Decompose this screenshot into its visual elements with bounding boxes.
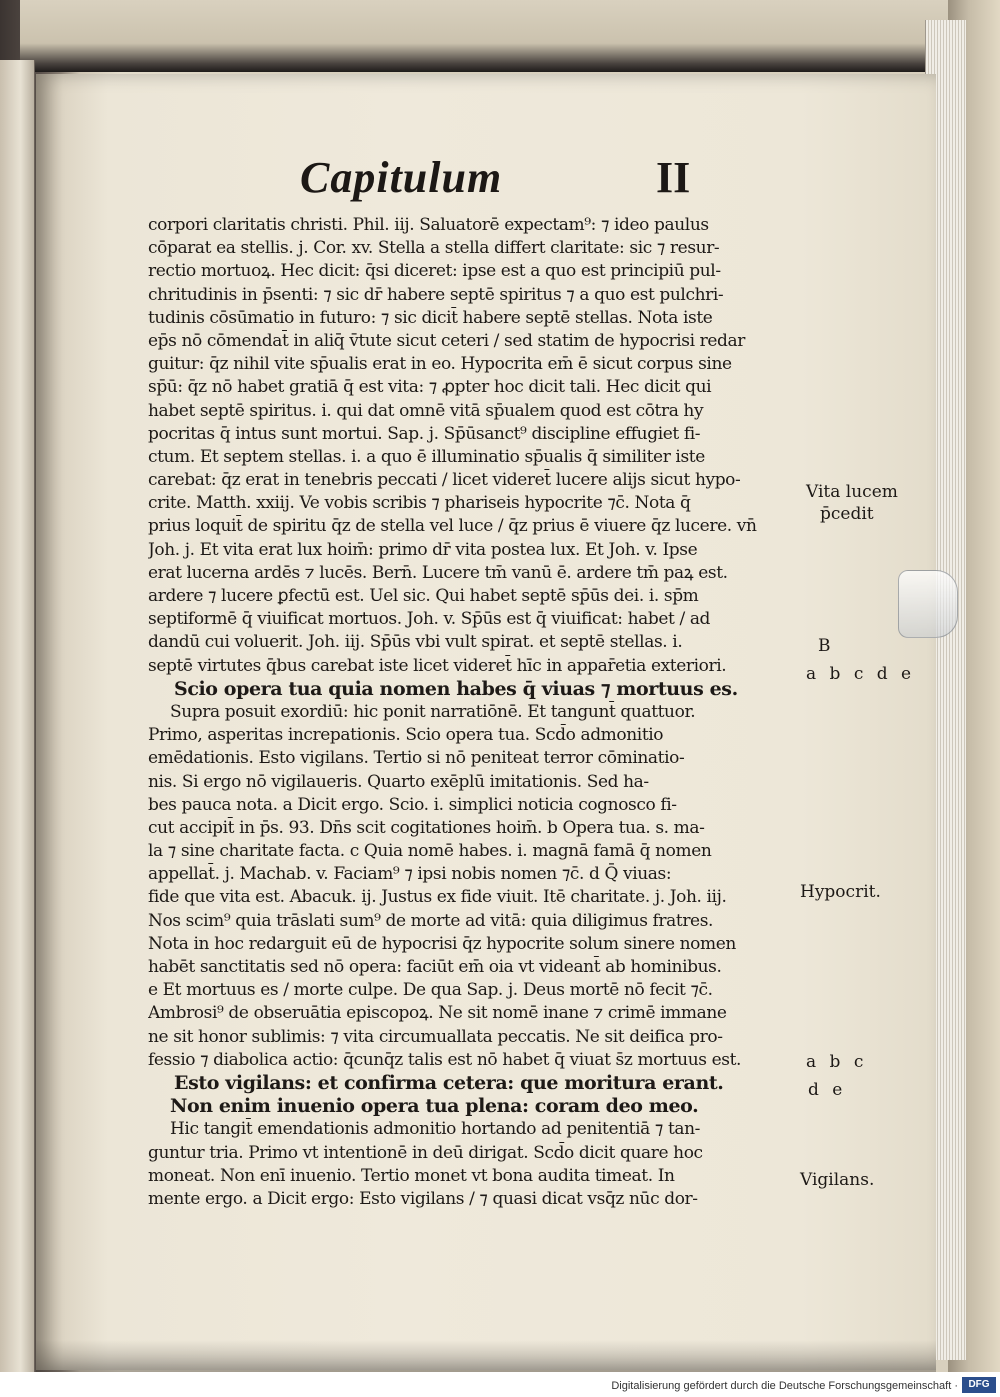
text-line: crite. Matth. xxiij. Ve vobis scribis ⁊ phariseis hypocrite ⁊c̄. Nota q̄ bbox=[148, 493, 691, 514]
text-line: emēdationis. Esto vigilans. Tertio si nō peniteat terror cōminatio- bbox=[148, 748, 685, 769]
text-line: tudinis cōsūmatio in futuro: ⁊ sic dicit̄ habere septē stellas. Nota iste bbox=[148, 307, 713, 328]
text-line: fide que vita est. Abacuk. ij. Justus ex fide viuit. Itē charitate. j. Joh. iij. bbox=[148, 887, 727, 908]
dfg-logo: DFG bbox=[962, 1377, 996, 1393]
text-line: moneat. Non enī inuenio. Tertio monet vt bona audita timeat. In bbox=[148, 1165, 675, 1186]
text-line: appellat̄. j. Machab. v. Faciam⁹ ⁊ ipsi nobis nomen ⁊c̄. d Q̄ viuas: bbox=[148, 864, 672, 885]
body-text bbox=[148, 214, 798, 1211]
margin-note-hypocrita: Hypocrit. bbox=[800, 882, 881, 902]
text-line: prius loquit̄ de spiritu q̄z de stella vel luce / q̄z prius ē viuere q̄z lucere. vn̄ bbox=[148, 516, 757, 537]
text-line: cōparat ea stellis. j. Cor. xv. Stella a stella differt claritate: sic ⁊ resur- bbox=[148, 238, 720, 259]
text-line: Esto vigilans: et confirma cetera: que moritura erant. bbox=[174, 1071, 724, 1094]
text-line: septiformē q̄ viuificat mortuos. Joh. v. Sp̄ūs est q̄ viuificat: habet / ad bbox=[148, 609, 711, 630]
margin-note-abcde: a b c d e bbox=[806, 664, 916, 684]
text-line: corpori claritatis christi. Phil. iij. Saluatorē expectam⁹: ⁊ ideo paulus bbox=[148, 215, 709, 235]
text-line: ne sit honor sublimis: ⁊ vita circumuallata peccatis. Ne sit deifica pro- bbox=[148, 1026, 723, 1047]
text-line: septē virtutes q̄bus carebat iste licet videret̄ hīc in appar̄etia exteriori. bbox=[148, 655, 727, 676]
text-line: nis. Si ergo nō vigilaueris. Quarto exēplū imitationis. Sed ha- bbox=[148, 771, 649, 792]
margin-note-b: B bbox=[818, 636, 831, 656]
text-line: dandū cui voluerit. Joh. iij. Sp̄ūs vbi vult spirat. et septē stellas. i. bbox=[148, 632, 683, 653]
text-line: guitur: q̄z nihil vite sp̄ualis erat in eo. Hypocrita em̄ ē sicut corpus sine bbox=[148, 354, 732, 375]
text-line: ardere ⁊ lucere ꝑfectū est. Uel sic. Qui habet septē sp̄ūs dei. i. sp̄m bbox=[148, 586, 699, 606]
text-line: Primo, asperitas increpationis. Scio opera tua. Scd̄o admonitio bbox=[148, 725, 664, 746]
text-line: rectio mortuoꝝ. Hec dicit: q̄si diceret: ipse est a quo est principiū pul- bbox=[148, 261, 721, 282]
book-top-edge bbox=[20, 0, 980, 72]
margin-note-vigilans: Vigilans. bbox=[800, 1170, 875, 1190]
text-line: Scio opera tua quia nomen habes q̄ viuas ⁊ mortuus es. bbox=[174, 677, 738, 700]
text-line: pocritas q̄ intus sunt mortui. Sap. j. Sp̄ūsanct⁹ discipline effugiet fi- bbox=[148, 423, 701, 444]
text-line: Non enim inuenio opera tua plena: coram deo meo. bbox=[170, 1095, 699, 1118]
margin-note-vita-lucem: Vita lucem bbox=[806, 482, 898, 502]
text-line: erat lucerna ardēs ⁊ lucēs. Bern̄. Lucere tm̄ vanū ē. ardere tm̄ paꝝ est. bbox=[148, 562, 728, 583]
text-line: habet septē spiritus. i. qui dat omnē vitā sp̄ualem quod est cōtra hy bbox=[148, 400, 704, 421]
text-line: bes pauca nota. a Dicit ergo. Scio. i. simplici noticia cognosco fi- bbox=[148, 794, 677, 815]
text-line: mente ergo. a Dicit ergo: Esto vigilans / ⁊ quasi dicat vsq̄z nūc dor- bbox=[148, 1188, 698, 1209]
text-line: fessio ⁊ diabolica actio: q̄cunq̄z talis est nō habet q̄ viuat s̄z mortuus est. bbox=[148, 1049, 741, 1070]
chapter-heading: Capitulum bbox=[300, 153, 503, 202]
text-line: ep̄s nō cōmendat̄ in aliq̄ v̄tute sicut ceteri / sed statim de hypocrisi redar bbox=[148, 330, 745, 351]
footer-credit: Digitalisierung gefördert durch die Deutsche Forschungsgemeinschaft · bbox=[611, 1380, 958, 1392]
text-line: cut accipit̄ in p̄s. 93. Dn̄s scit cogitationes hoim̄. b Opera tua. s. ma- bbox=[148, 817, 705, 838]
text-line: e Et mortuus es / morte culpe. De qua Sap. j. Deus mortē nō fecit ⁊c̄. bbox=[148, 980, 713, 1001]
text-line: carebat: q̄z erat in tenebris peccati / licet videret̄ lucere alijs sicut hypo- bbox=[148, 470, 741, 491]
text-line: guntur tria. Primo vt intentionē in deū dirigat. Scd̄o dicit quare hoc bbox=[148, 1142, 703, 1163]
text-line: Hic tangit̄ emendationis admonitio hortando ad penitentiā ⁊ tan- bbox=[170, 1119, 701, 1140]
text-line: Ambrosi⁹ de obseruātia episcopoꝝ. Ne sit nomē inane ⁊ crimē immane bbox=[148, 1003, 727, 1024]
left-page-edge bbox=[0, 60, 35, 1372]
plastic-page-clip bbox=[898, 570, 958, 638]
text-line: la ⁊ sine charitate facta. c Quia nomē habes. i. magnā famā q̄ nomen bbox=[148, 841, 712, 862]
text-line: Supra posuit exordiū: hic ponit narratiōnē. Et tangunt̄ quattuor. bbox=[170, 701, 696, 722]
text-line: ctum. Et septem stellas. i. a quo ē illuminatio sp̄ualis q̄ similiter iste bbox=[148, 446, 705, 467]
text-line: sp̄ū: q̄z nō habet gratiā q̄ est vita: ⁊ ꝓpter hoc dicit tali. Hec dicit qui bbox=[148, 377, 712, 398]
margin-note-abc: a b c bbox=[806, 1052, 868, 1072]
chapter-numeral: II bbox=[656, 153, 691, 202]
text-line: chritudinis in p̄senti: ⁊ sic dr̄ habere septē spiritus ⁊ a quo est pulchri- bbox=[148, 284, 724, 305]
margin-note-de: d e bbox=[808, 1080, 847, 1100]
text-line: habēt sanctitatis sed nō opera: faciūt em̄ oia vt videant̄ ab hominibus. bbox=[148, 957, 722, 977]
text-line: Nos scim⁹ quia trāslati sum⁹ de morte ad vitā: quia diligimus fratres. bbox=[148, 910, 714, 931]
text-line: Nota in hoc redarguit eū de hypocrisi q̄z hypocrite solum sinere nomen bbox=[148, 933, 736, 954]
page-bottom-shadow bbox=[36, 1340, 936, 1372]
text-line: Joh. j. Et vita erat lux hoim̄: primo dr̄ vita postea lux. Et Joh. v. Ipse bbox=[148, 539, 698, 560]
margin-note-precedit: p̄cedit bbox=[820, 504, 874, 524]
